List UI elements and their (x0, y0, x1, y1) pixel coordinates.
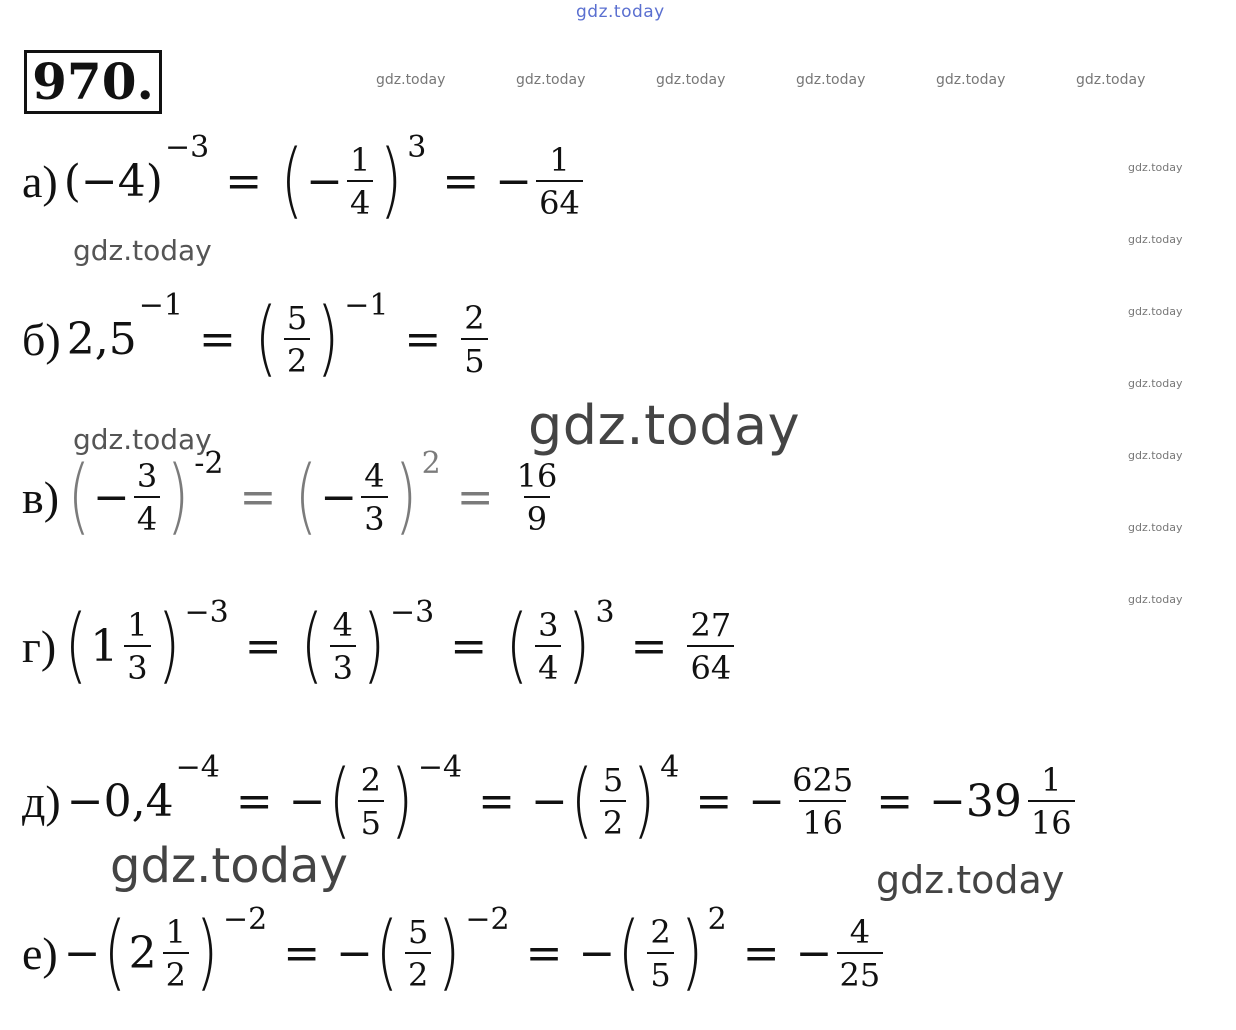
problem-number: 970. (24, 50, 162, 114)
equals-sign: = (244, 620, 282, 672)
watermark-row-item: gdz.today (516, 72, 586, 88)
watermark-row-item: gdz.today (1076, 72, 1146, 88)
equals-sign: = (235, 775, 273, 827)
denominator: 2 (600, 800, 626, 839)
numerator: 1 (549, 140, 570, 179)
fraction (789, 760, 856, 842)
fraction (134, 456, 160, 538)
solution-row-g (22, 595, 738, 693)
watermark-column-item: gdz.today (1128, 377, 1183, 390)
denominator: 3 (330, 645, 356, 684)
equals-sign: = (695, 775, 733, 827)
fraction (1028, 760, 1075, 842)
numerator: 2 (464, 298, 485, 337)
base-term: 2,5 (66, 313, 137, 365)
fraction (405, 912, 431, 994)
fraction (514, 456, 561, 538)
denominator: 2 (405, 952, 431, 991)
watermark-column-item: gdz.today (1128, 593, 1183, 606)
right-paren: ) (195, 905, 219, 1000)
numerator: 4 (332, 605, 354, 644)
item-label: а) (22, 155, 58, 207)
numerator: 2 (360, 760, 381, 799)
equals-sign: = (478, 775, 516, 827)
fraction (358, 760, 384, 842)
minus-sign: − (531, 775, 568, 827)
exponent: −2 (465, 902, 510, 937)
fraction (284, 298, 310, 380)
fraction (347, 140, 373, 222)
right-paren: ) (568, 598, 591, 693)
right-paren: ) (680, 905, 703, 1000)
left-paren: ( (254, 291, 278, 386)
exponent: −2 (222, 902, 268, 937)
fraction (330, 605, 356, 687)
denominator: 4 (347, 180, 373, 219)
denominator: 2 (284, 338, 310, 377)
denominator: 16 (1028, 800, 1075, 839)
left-paren: ( (328, 753, 351, 848)
exponent: 3 (595, 595, 615, 630)
item-label: е) (22, 927, 58, 979)
left-paren: ( (375, 905, 399, 1000)
numerator: 5 (286, 298, 308, 337)
fraction (461, 298, 487, 380)
denominator: 9 (524, 496, 550, 535)
base-term: (−4) (63, 155, 163, 207)
item-label: д) (22, 775, 61, 827)
left-paren: ( (295, 449, 318, 544)
denominator: 3 (361, 496, 387, 535)
exponent: 2 (421, 446, 441, 481)
equals-sign: = (742, 927, 780, 979)
minus-sign: − (63, 927, 101, 979)
left-paren: ( (570, 753, 594, 848)
numerator: 1 (127, 605, 148, 644)
integer-part: 2 (128, 927, 157, 979)
fraction (647, 912, 673, 994)
item-label: г) (22, 620, 57, 672)
exponent: −3 (164, 130, 210, 165)
equals-sign: = (283, 927, 321, 979)
minus-sign: − (320, 471, 358, 523)
integer-part: −39 (929, 775, 1022, 827)
left-paren: ( (280, 133, 304, 228)
exponent: −4 (175, 750, 220, 785)
right-paren: ) (390, 753, 414, 848)
numerator: 3 (538, 605, 559, 644)
denominator: 16 (799, 800, 846, 839)
exponent: -2 (194, 446, 224, 481)
watermark-big-center: gdz.today (528, 394, 801, 457)
minus-sign: − (288, 775, 326, 827)
fraction (600, 760, 626, 842)
denominator: 2 (163, 952, 189, 991)
numerator: 4 (364, 456, 385, 495)
equals-sign: = (630, 620, 668, 672)
numerator: 5 (602, 760, 624, 799)
base-term: −0,4 (66, 775, 174, 827)
numerator: 16 (516, 456, 558, 495)
exponent: 3 (407, 130, 427, 165)
left-paren: ( (300, 598, 323, 693)
numerator: 4 (849, 912, 871, 951)
fraction (163, 912, 189, 994)
watermark-column-item: gdz.today (1128, 233, 1183, 246)
numerator: 1 (165, 912, 186, 951)
minus-sign: − (795, 927, 833, 979)
left-paren: ( (618, 905, 641, 1000)
fraction (535, 605, 561, 687)
equals-sign: = (442, 155, 480, 207)
equals-sign: = (198, 313, 236, 365)
equals-sign: = (525, 927, 563, 979)
exponent: −3 (390, 595, 435, 630)
minus-sign: − (336, 927, 373, 979)
denominator: 64 (536, 180, 583, 219)
right-paren: ) (394, 449, 417, 544)
watermark-row-item: gdz.today (936, 72, 1006, 88)
numerator: 1 (1041, 760, 1062, 799)
exponent: −4 (417, 750, 463, 785)
fraction (837, 912, 884, 994)
fraction (687, 605, 734, 687)
watermark-column-item: gdz.today (1128, 521, 1183, 534)
solution-row-a (22, 130, 587, 228)
equals-sign: = (404, 313, 442, 365)
fraction (536, 140, 583, 222)
exponent: 4 (660, 750, 680, 785)
watermark-big-left: gdz.today (110, 838, 348, 894)
denominator: 25 (837, 952, 884, 991)
left-paren: ( (64, 598, 88, 693)
numerator: 5 (407, 912, 429, 951)
watermark-row-item: gdz.today (656, 72, 726, 88)
right-paren: ) (157, 598, 180, 693)
right-paren: ) (380, 133, 403, 228)
denominator: 5 (647, 952, 673, 991)
equals-sign: = (450, 620, 488, 672)
exponent: −3 (184, 595, 229, 630)
watermark-column-item: gdz.today (1128, 449, 1183, 462)
watermark-right-d: gdz.today (876, 858, 1065, 902)
watermark-row-item: gdz.today (376, 72, 446, 88)
exponent: 2 (707, 902, 727, 937)
left-paren: ( (67, 449, 91, 544)
equals-sign: = (876, 775, 914, 827)
watermark-column-item: gdz.today (1128, 161, 1183, 174)
solution-row-v (22, 446, 564, 544)
right-paren: ) (316, 291, 340, 386)
equals-sign: = (225, 155, 263, 207)
integer-part: 1 (90, 620, 119, 672)
right-paren: ) (438, 905, 461, 1000)
numerator: 2 (650, 912, 671, 951)
numerator: 27 (690, 605, 732, 644)
item-label: б) (22, 313, 61, 365)
numerator: 3 (136, 456, 158, 495)
right-paren: ) (167, 449, 190, 544)
minus-sign: − (495, 155, 533, 207)
solution-row-d (22, 750, 1079, 848)
exponent: −1 (138, 288, 183, 323)
watermark-under-a: gdz.today (73, 234, 212, 267)
denominator: 5 (461, 338, 487, 377)
fraction (124, 605, 150, 687)
fraction (361, 456, 387, 538)
numerator: 1 (349, 140, 371, 179)
watermark-top: gdz.today (576, 2, 665, 22)
minus-sign: − (748, 775, 786, 827)
watermark-above-v: gdz.today (73, 423, 212, 456)
denominator: 5 (358, 800, 384, 839)
minus-sign: − (306, 155, 343, 207)
equals-sign: = (456, 471, 494, 523)
denominator: 4 (134, 496, 160, 535)
solution-row-e (22, 902, 887, 1000)
minus-sign: − (93, 471, 130, 523)
left-paren: ( (505, 598, 529, 693)
denominator: 3 (124, 645, 150, 684)
exponent: −1 (344, 288, 389, 323)
solution-row-b (22, 288, 492, 386)
right-paren: ) (362, 598, 386, 693)
item-label: в) (22, 471, 60, 523)
left-paren: ( (103, 905, 126, 1000)
watermark-column-item: gdz.today (1128, 305, 1183, 318)
denominator: 64 (687, 645, 734, 684)
right-paren: ) (633, 753, 656, 848)
numerator: 625 (792, 760, 854, 799)
denominator: 4 (535, 645, 561, 684)
equals-sign: = (239, 471, 277, 523)
watermark-row-item: gdz.today (796, 72, 866, 88)
minus-sign: − (578, 927, 616, 979)
